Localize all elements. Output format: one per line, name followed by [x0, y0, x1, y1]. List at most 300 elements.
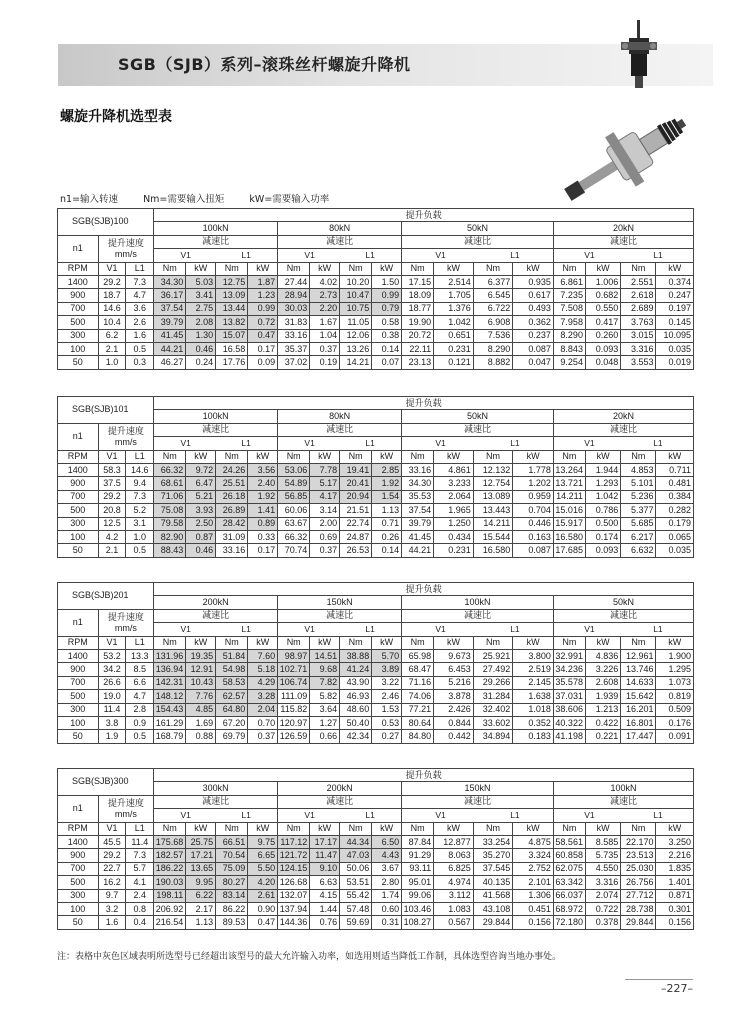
speed-cell: 53.2: [98, 649, 126, 662]
value-cell: 44.21: [402, 544, 434, 557]
speed-cell: 1.9: [98, 730, 126, 743]
value-cell: 5.82: [310, 690, 340, 703]
value-cell: 66.32: [154, 463, 186, 476]
l1-label: L1: [653, 437, 663, 448]
value-cell: 14.211: [553, 490, 585, 503]
kw-label: kW: [310, 822, 340, 835]
value-cell: 38.606: [553, 703, 585, 716]
load-value: 50kN: [402, 410, 554, 423]
value-cell: 33.602: [473, 716, 513, 729]
ratio-label: 减速比: [154, 423, 278, 436]
speed-cell: 9.4: [126, 477, 154, 490]
value-cell: 1.13: [186, 916, 216, 929]
v1-label: V1: [584, 437, 595, 448]
value-cell: 80.27: [216, 876, 248, 889]
value-cell: 0.60: [372, 902, 402, 915]
value-cell: 0.417: [585, 316, 620, 329]
value-cell: 37.54: [154, 302, 186, 315]
value-cell: 67.20: [216, 716, 248, 729]
rpm-cell: 100: [58, 716, 99, 729]
value-cell: 84.80: [402, 730, 434, 743]
value-cell: 17.15: [402, 275, 434, 288]
speed-cell: 0.5: [126, 730, 154, 743]
value-cell: 22.11: [402, 342, 434, 355]
table-row: [58, 544, 694, 557]
value-cell: 9.95: [186, 876, 216, 889]
value-cell: 75.09: [216, 862, 248, 875]
speed-cell: 22.7: [98, 862, 126, 875]
value-cell: 18.09: [402, 289, 434, 302]
value-cell: 0.682: [585, 289, 620, 302]
rpm-cell: 700: [58, 862, 99, 875]
nm-label: Nm: [621, 262, 656, 275]
kw-label: kW: [186, 636, 216, 649]
value-cell: 16.580: [473, 544, 513, 557]
value-cell: 53.51: [340, 876, 372, 889]
value-cell: 1.69: [186, 716, 216, 729]
value-cell: 41.24: [340, 663, 372, 676]
value-cell: 24.26: [216, 463, 248, 476]
value-cell: 4.15: [310, 889, 340, 902]
value-cell: 0.37: [310, 544, 340, 557]
kw-label: kW: [186, 822, 216, 835]
load-value: 80kN: [278, 222, 402, 235]
load-value: 100kN: [154, 410, 278, 423]
value-cell: 14.51: [310, 649, 340, 662]
value-cell: 0.19: [310, 356, 340, 369]
ratio-values: [278, 623, 402, 636]
value-cell: 1.92: [372, 477, 402, 490]
ratio-label: 减速比: [402, 609, 554, 622]
value-cell: 6.861: [553, 275, 585, 288]
v1-label: V1: [435, 809, 446, 820]
nm-label: Nm: [621, 636, 656, 649]
value-cell: 15.07: [216, 329, 248, 342]
value-cell: 47.03: [340, 849, 372, 862]
value-cell: 2.689: [621, 302, 656, 315]
value-cell: 48.60: [340, 703, 372, 716]
nm-label: Nm: [216, 636, 248, 649]
value-cell: 38.88: [340, 649, 372, 662]
speed-cell: 7.3: [126, 849, 154, 862]
ratio-label: 减速比: [402, 235, 554, 248]
kw-label: kW: [585, 262, 620, 275]
value-cell: 1.306: [513, 889, 554, 902]
value-cell: 5.03: [186, 275, 216, 288]
value-cell: 3.763: [621, 316, 656, 329]
value-cell: 3.553: [621, 356, 656, 369]
kw-label: kW: [434, 262, 474, 275]
value-cell: 9.254: [553, 356, 585, 369]
value-cell: 131.96: [154, 649, 186, 662]
v1-label: V1: [180, 249, 191, 260]
ratio-label: 减速比: [553, 609, 693, 622]
ratio-values: [278, 249, 402, 262]
v1-label: V1: [304, 623, 315, 634]
value-cell: 79.58: [154, 517, 186, 530]
value-cell: 6.217: [621, 530, 656, 543]
value-cell: 99.06: [402, 889, 434, 902]
value-cell: 0.221: [585, 730, 620, 743]
value-cell: 35.578: [553, 676, 585, 689]
model-name: SGB(SJB)101: [58, 397, 154, 424]
value-cell: 12.877: [434, 835, 474, 848]
value-cell: 60.06: [278, 504, 310, 517]
l1-label: L1: [365, 437, 375, 448]
table-row: [58, 902, 694, 915]
value-cell: 1.202: [513, 477, 554, 490]
load-value: 100kN: [553, 782, 693, 795]
value-cell: 16.580: [553, 530, 585, 543]
value-cell: 1.401: [656, 876, 694, 889]
value-cell: 0.76: [310, 916, 340, 929]
value-cell: 2.101: [513, 876, 554, 889]
value-cell: 2.145: [513, 676, 554, 689]
value-cell: 161.29: [154, 716, 186, 729]
value-cell: 0.093: [585, 544, 620, 557]
value-cell: 0.14: [372, 544, 402, 557]
value-cell: 28.94: [278, 289, 310, 302]
speed-label-line1: 提升速度: [107, 611, 144, 622]
value-cell: 20.72: [402, 329, 434, 342]
value-cell: 0.500: [585, 517, 620, 530]
value-cell: 2.752: [513, 862, 554, 875]
value-cell: 0.121: [434, 356, 474, 369]
speed-cell: 29.2: [98, 275, 126, 288]
value-cell: 2.519: [513, 663, 554, 676]
speed-label-line1: 提升速度: [107, 425, 144, 436]
rpm-cell: 700: [58, 676, 99, 689]
nm-label: Nm: [553, 450, 585, 463]
speed-cell: 0.3: [126, 356, 154, 369]
value-cell: 3.64: [310, 703, 340, 716]
value-cell: 3.28: [248, 690, 278, 703]
nm-label: Nm: [216, 822, 248, 835]
value-cell: 0.99: [372, 289, 402, 302]
value-cell: 6.825: [434, 862, 474, 875]
value-cell: 1.30: [186, 329, 216, 342]
kw-label: kW: [585, 822, 620, 835]
value-cell: 0.493: [513, 302, 554, 315]
legend-n1: n1=输入转速: [60, 194, 119, 205]
speed-label: [98, 795, 154, 822]
value-cell: 24.87: [340, 530, 372, 543]
value-cell: 3.112: [434, 889, 474, 902]
rpm-cell: 50: [58, 730, 99, 743]
kw-label: kW: [248, 822, 278, 835]
value-cell: 98.97: [278, 649, 310, 662]
speed-cell: 9.7: [98, 889, 126, 902]
speed-cell: 4.7: [126, 289, 154, 302]
speed-cell: 3.1: [126, 517, 154, 530]
value-cell: 14.211: [473, 517, 513, 530]
nm-label: Nm: [402, 822, 434, 835]
value-cell: 9.673: [434, 649, 474, 662]
value-cell: 2.17: [186, 902, 216, 915]
v1-label: V1: [304, 249, 315, 260]
value-cell: 0.27: [372, 730, 402, 743]
value-cell: 103.46: [402, 902, 434, 915]
value-cell: 54.98: [216, 663, 248, 676]
value-cell: 4.861: [434, 463, 474, 476]
ratio-label: 减速比: [553, 423, 693, 436]
value-cell: 1.042: [585, 490, 620, 503]
value-cell: 9.72: [186, 463, 216, 476]
nm-label: Nm: [278, 450, 310, 463]
value-cell: 2.85: [372, 463, 402, 476]
ratio-values: [553, 249, 693, 262]
value-cell: 0.31: [372, 916, 402, 929]
nm-label: Nm: [402, 450, 434, 463]
value-cell: 3.800: [513, 649, 554, 662]
value-cell: 1.083: [434, 902, 474, 915]
value-cell: 132.07: [278, 889, 310, 902]
rpm-cell: 900: [58, 289, 99, 302]
value-cell: 6.377: [473, 275, 513, 288]
value-cell: 0.71: [372, 517, 402, 530]
value-cell: 0.711: [656, 463, 694, 476]
ratio-values: [402, 249, 554, 262]
ratio-values: [278, 437, 402, 450]
value-cell: 3.56: [248, 463, 278, 476]
speed-cell: 1.6: [126, 329, 154, 342]
table-row: [58, 835, 694, 848]
value-cell: 3.015: [621, 329, 656, 342]
value-cell: 1.87: [248, 275, 278, 288]
value-cell: 0.786: [585, 504, 620, 517]
nm-label: Nm: [154, 450, 186, 463]
nm-label: Nm: [278, 636, 310, 649]
value-cell: 0.99: [248, 302, 278, 315]
value-cell: 0.871: [656, 889, 694, 902]
value-cell: 0.035: [656, 342, 694, 355]
speed-cell: 6.6: [126, 676, 154, 689]
l1-col-label: L1: [126, 822, 154, 835]
load-header: 提升负载: [154, 397, 694, 410]
value-cell: 8.290: [553, 329, 585, 342]
value-cell: 2.61: [248, 889, 278, 902]
value-cell: 3.226: [585, 663, 620, 676]
value-cell: 10.095: [656, 329, 694, 342]
nm-label: Nm: [553, 636, 585, 649]
value-cell: 0.819: [656, 690, 694, 703]
rpm-cell: 700: [58, 302, 99, 315]
value-cell: 5.685: [621, 517, 656, 530]
value-cell: 198.11: [154, 889, 186, 902]
nm-label: Nm: [473, 636, 513, 649]
value-cell: 1.41: [248, 504, 278, 517]
value-cell: 37.545: [473, 862, 513, 875]
kw-label: kW: [513, 450, 554, 463]
value-cell: 0.035: [656, 544, 694, 557]
value-cell: 19.35: [186, 649, 216, 662]
value-cell: 25.51: [216, 477, 248, 490]
value-cell: 68.47: [402, 663, 434, 676]
value-cell: 4.875: [513, 835, 554, 848]
value-cell: 1.53: [372, 703, 402, 716]
load-value: 80kN: [278, 410, 402, 423]
kw-label: kW: [434, 636, 474, 649]
value-cell: 6.722: [473, 302, 513, 315]
kw-label: kW: [656, 262, 694, 275]
value-cell: 9.68: [310, 663, 340, 676]
kw-label: kW: [656, 450, 694, 463]
nm-label: Nm: [278, 822, 310, 835]
value-cell: 40.322: [553, 716, 585, 729]
value-cell: 2.08: [186, 316, 216, 329]
value-cell: 39.79: [402, 517, 434, 530]
value-cell: 46.27: [154, 356, 186, 369]
l1-col-label: L1: [126, 262, 154, 275]
value-cell: 16.58: [216, 342, 248, 355]
l1-label: L1: [241, 809, 251, 820]
value-cell: 216.54: [154, 916, 186, 929]
value-cell: 93.11: [402, 862, 434, 875]
value-cell: 41.45: [154, 329, 186, 342]
value-cell: 2.50: [186, 517, 216, 530]
value-cell: 0.247: [656, 289, 694, 302]
value-cell: 22.170: [621, 835, 656, 848]
table-row: [58, 463, 694, 476]
value-cell: 0.24: [186, 356, 216, 369]
value-cell: 0.17: [248, 342, 278, 355]
load-header: 提升负载: [154, 209, 694, 222]
value-cell: 0.37: [310, 342, 340, 355]
value-cell: 0.722: [585, 902, 620, 915]
value-cell: 106.74: [278, 676, 310, 689]
value-cell: 1.965: [434, 504, 474, 517]
speed-cell: 2.1: [98, 342, 126, 355]
footnote: 注：表格中灰色区域表明所选型号已经超出该型号的最大允许输入功率，如选用则适当降低工作制，具体选型咨询当地办事处。: [57, 952, 562, 962]
value-cell: 19.90: [402, 316, 434, 329]
value-cell: 4.974: [434, 876, 474, 889]
value-cell: 12.754: [473, 477, 513, 490]
value-cell: 72.180: [553, 916, 585, 929]
nm-label: Nm: [340, 450, 372, 463]
value-cell: 69.79: [216, 730, 248, 743]
ratio-values: [154, 437, 278, 450]
value-cell: 0.26: [372, 530, 402, 543]
v1-label: V1: [584, 249, 595, 260]
ratio-label: 减速比: [154, 609, 278, 622]
v1-label: V1: [180, 809, 191, 820]
value-cell: 0.019: [656, 356, 694, 369]
table-row: [58, 477, 694, 490]
value-cell: 83.14: [216, 889, 248, 902]
rpm-cell: 300: [58, 517, 99, 530]
value-cell: 0.231: [434, 342, 474, 355]
speed-cell: 0.5: [126, 342, 154, 355]
value-cell: 3.250: [656, 835, 694, 848]
ratio-values: [402, 809, 554, 822]
value-cell: 15.642: [621, 690, 656, 703]
value-cell: 7.78: [310, 463, 340, 476]
value-cell: 0.47: [248, 329, 278, 342]
table-row: [58, 676, 694, 689]
rpm-cell: 50: [58, 916, 99, 929]
speed-cell: 4.2: [98, 530, 126, 543]
nm-label: Nm: [154, 822, 186, 835]
spec-table: [57, 768, 694, 930]
value-cell: 25.030: [621, 862, 656, 875]
value-cell: 0.446: [513, 517, 554, 530]
value-cell: 27.712: [621, 889, 656, 902]
value-cell: 12.132: [473, 463, 513, 476]
value-cell: 71.16: [402, 676, 434, 689]
nm-label: Nm: [402, 636, 434, 649]
value-cell: 2.074: [585, 889, 620, 902]
value-cell: 3.93: [186, 504, 216, 517]
value-cell: 0.90: [248, 902, 278, 915]
speed-cell: 0.8: [126, 902, 154, 915]
value-cell: 63.67: [278, 517, 310, 530]
value-cell: 41.45: [402, 530, 434, 543]
rpm-label: RPM: [58, 822, 99, 835]
value-cell: 91.29: [402, 849, 434, 862]
value-cell: 0.093: [585, 342, 620, 355]
value-cell: 33.16: [278, 329, 310, 342]
value-cell: 12.75: [216, 275, 248, 288]
value-cell: 4.550: [585, 862, 620, 875]
value-cell: 0.79: [372, 302, 402, 315]
value-cell: 56.85: [278, 490, 310, 503]
value-cell: 8.843: [553, 342, 585, 355]
value-cell: 175.68: [154, 835, 186, 848]
value-cell: 6.908: [473, 316, 513, 329]
value-cell: 0.550: [585, 302, 620, 315]
value-cell: 70.54: [216, 849, 248, 862]
value-cell: 16.201: [621, 703, 656, 716]
kw-label: kW: [434, 450, 474, 463]
value-cell: 0.176: [656, 716, 694, 729]
rpm-cell: 100: [58, 342, 99, 355]
value-cell: 142.31: [154, 676, 186, 689]
value-cell: 3.22: [372, 676, 402, 689]
value-cell: 3.14: [310, 504, 340, 517]
value-cell: 4.43: [372, 849, 402, 862]
speed-label-unit: mm/s: [114, 248, 137, 259]
value-cell: 26.89: [216, 504, 248, 517]
value-cell: 11.05: [340, 316, 372, 329]
ratio-values: [402, 437, 554, 450]
value-cell: 0.451: [513, 902, 554, 915]
rpm-cell: 500: [58, 690, 99, 703]
value-cell: 121.72: [278, 849, 310, 862]
value-cell: 19.41: [340, 463, 372, 476]
value-cell: 0.145: [656, 316, 694, 329]
value-cell: 31.83: [278, 316, 310, 329]
l1-label: L1: [653, 809, 663, 820]
table-row: [58, 649, 694, 662]
kw-label: kW: [434, 822, 474, 835]
value-cell: 0.87: [186, 530, 216, 543]
value-cell: 0.174: [585, 530, 620, 543]
rpm-cell: 50: [58, 356, 99, 369]
value-cell: 0.46: [186, 342, 216, 355]
rpm-cell: 900: [58, 849, 99, 862]
value-cell: 43.90: [340, 676, 372, 689]
value-cell: 0.88: [186, 730, 216, 743]
load-value: 50kN: [402, 222, 554, 235]
value-cell: 0.434: [434, 530, 474, 543]
speed-cell: 10.4: [98, 316, 126, 329]
l1-label: L1: [653, 623, 663, 634]
value-cell: 7.82: [310, 676, 340, 689]
value-cell: 23.513: [621, 849, 656, 862]
value-cell: 27.492: [473, 663, 513, 676]
value-cell: 11.47: [310, 849, 340, 862]
value-cell: 37.54: [402, 504, 434, 517]
